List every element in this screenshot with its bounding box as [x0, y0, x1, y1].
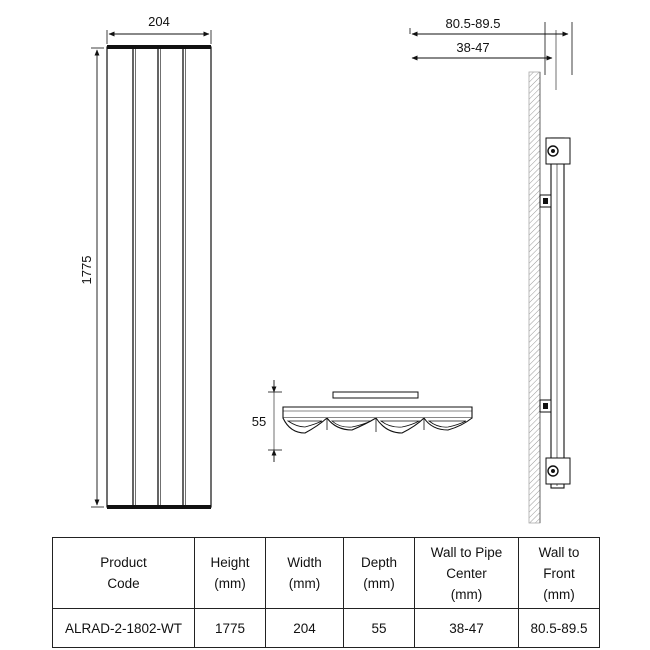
header-wall-to-pipe-center: Wall to Pipe Center (mm)	[415, 538, 519, 609]
header-product-code: Product Code	[53, 538, 195, 609]
cell-height: 1775	[195, 609, 266, 648]
cell-width: 204	[266, 609, 344, 648]
side-view	[410, 16, 572, 523]
header-depth: Depth (mm)	[344, 538, 415, 609]
top-cap	[107, 45, 211, 49]
header-height: Height (mm)	[195, 538, 266, 609]
top-view	[252, 380, 472, 462]
cell-wall-to-pipe: 38-47	[415, 609, 519, 648]
header-width: Width (mm)	[266, 538, 344, 609]
cell-depth: 55	[344, 609, 415, 648]
header-wall-to-front: Wall to Front (mm)	[519, 538, 600, 609]
spec-table-row	[53, 609, 600, 648]
spec-table-header-row	[53, 538, 600, 609]
height-dimension-label: 1775	[79, 255, 94, 285]
cell-product-code: ALRAD-2-1802-WT	[53, 609, 195, 648]
wall-to-pipe-label: 38-47	[456, 40, 490, 55]
spec-table	[52, 537, 600, 648]
cell-wall-to-front: 80.5-89.5	[519, 609, 600, 648]
wall-to-front-label: 80.5-89.5	[445, 16, 501, 31]
radiator-profile	[283, 407, 472, 418]
depth-dimension-label: 55	[251, 414, 267, 429]
radiator-side-body	[551, 138, 564, 488]
wall-bracket-plan	[333, 392, 418, 398]
wall-section	[529, 72, 540, 523]
front-view	[79, 14, 211, 509]
radiator-front-body	[107, 47, 211, 507]
width-dimension-label: 204	[148, 14, 170, 29]
bottom-cap	[107, 505, 211, 509]
